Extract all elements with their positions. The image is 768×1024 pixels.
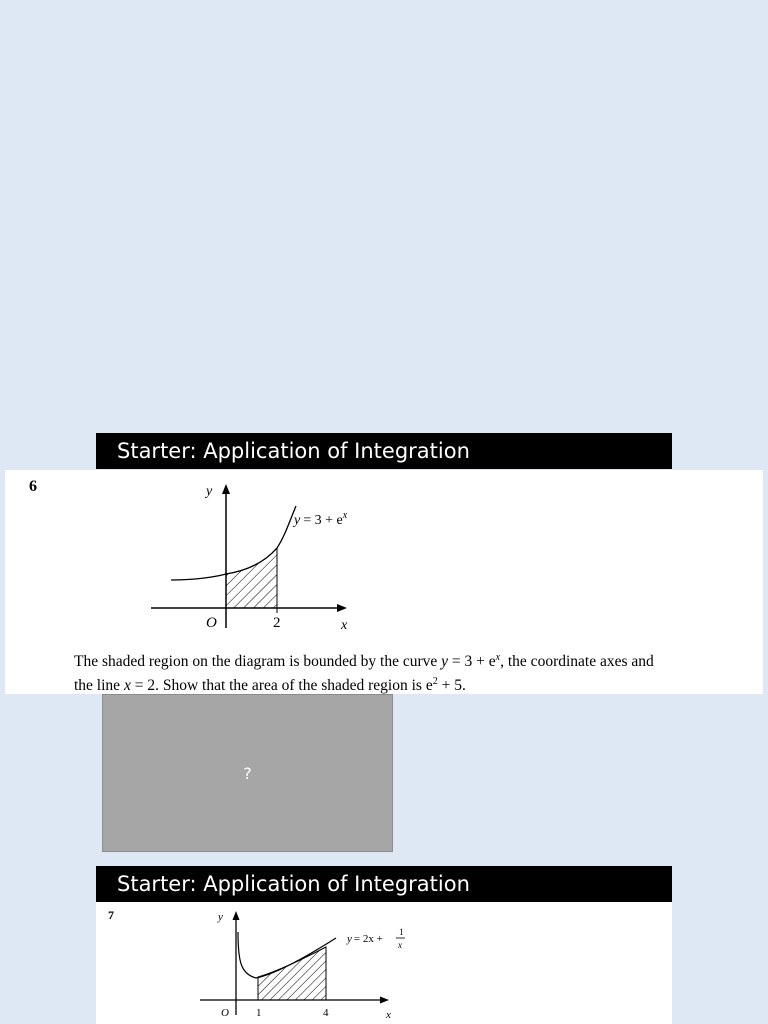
curve-label-lhs: y bbox=[294, 513, 301, 528]
curve-label-7: y = 2x + bbox=[347, 933, 383, 945]
slide-title-2: Starter: Application of Integration bbox=[96, 866, 672, 902]
y-axis-arrow bbox=[222, 484, 230, 494]
curve-label bbox=[292, 510, 348, 528]
question-number-7: 7 bbox=[108, 908, 114, 922]
curve-label-exp: x bbox=[342, 510, 348, 521]
y-axis-label-7: y bbox=[218, 911, 223, 923]
y-axis-arrow-7 bbox=[233, 911, 240, 920]
question-6-card bbox=[5, 470, 763, 694]
answer-reveal-label: ? bbox=[243, 763, 252, 783]
x-axis-label: x bbox=[341, 618, 348, 633]
question-6-text bbox=[74, 648, 754, 696]
fraction-numerator: 1 bbox=[399, 927, 404, 937]
shaded-region bbox=[226, 548, 277, 608]
x-tick-label-4: 4 bbox=[323, 1007, 329, 1019]
question-text-line-2: the line x = 2. Show that the area of the shaded region is $e^2 + 5$. bbox=[74, 676, 466, 695]
question-7-graph bbox=[96, 902, 672, 1024]
slide-title: Starter: Application of Integration bbox=[96, 433, 672, 469]
y-axis-label: y bbox=[206, 484, 213, 499]
shaded-region-7 bbox=[258, 947, 326, 1000]
question-text-line-1: The shaded region on the diagram is bounded by the curve $y = 3 + e^x$, the coordinate axes and bbox=[74, 652, 654, 671]
x-axis-arrow bbox=[337, 604, 347, 612]
origin-label-7: O bbox=[221, 1007, 229, 1019]
fraction-denominator: x bbox=[398, 940, 402, 950]
answer-reveal-button[interactable] bbox=[102, 694, 393, 852]
question-number: 6 bbox=[29, 478, 37, 495]
question-7-card bbox=[96, 902, 672, 1024]
x-tick-label-1: 1 bbox=[256, 1007, 262, 1019]
origin-label: O bbox=[206, 615, 217, 631]
x-axis-arrow-7 bbox=[380, 997, 389, 1004]
x-tick-label: 2 bbox=[273, 615, 281, 631]
curve-label-rhs: = 3 + e bbox=[303, 513, 343, 528]
x-axis-label-7: x bbox=[386, 1009, 391, 1021]
